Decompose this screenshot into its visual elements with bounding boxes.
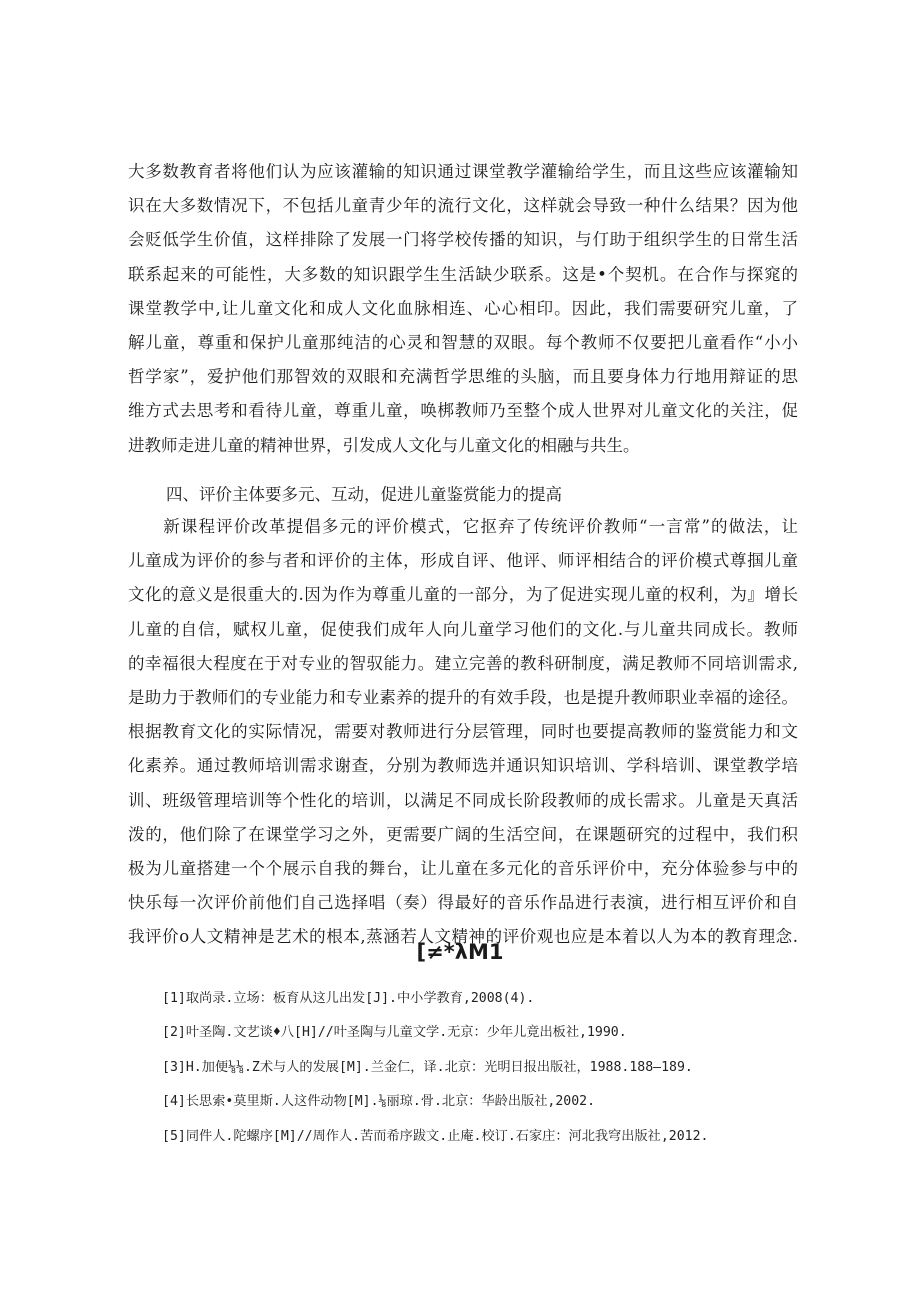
reference-item: [5]同件人.陀螺序[M]//周作人.苦而希序跋文.止庵.校订.石家庄：河北我穹出版社,2012. <box>162 1128 709 1144</box>
text-line: 是助力于教师们的专业能力和专业素养的提升的有效手段，也是提升教师职业幸福的途径。 <box>128 688 798 708</box>
text-line: 大多数教育者将他们认为应该灌输的知识通过课堂教学灌输给学生，而且这些应该灌输知 <box>128 162 798 181</box>
text-line: 极为儿童搭建一个个展示自我的舞台，让儿童在多元化的音乐评价中，充分体验参与中的 <box>128 859 798 879</box>
text-line: 儿童的自信，赋权儿童，促使我们成年人向儿童学习他们的文化.与儿童共同成长。教师 <box>128 619 798 639</box>
reference-item: [3]H.加便⅛⅛.Z术与人的发展[M].兰金仁，译.北京：光明日报出版社，1988.188—189. <box>162 1059 693 1075</box>
text-line: 泼的，他们除了在课堂学习之外，更需要广阔的生活空间，在课题研究的过程中，我们积 <box>128 824 798 844</box>
text-line: 快乐每一次评价前他们自己选择唱（奏）得最好的音乐作品进行表演，进行相互评价和自 <box>128 893 798 913</box>
text-line: 文化的意义是很重大的.因为作为尊重儿童的一部分，为了促进实现儿童的权利，为』增长 <box>128 585 798 605</box>
text-line: 我评价o人文精神是艺术的根本,蒸涵若人文精神的评价观也应是本着以人为本的教育理念. <box>128 927 798 947</box>
reference-item: [2]叶圣陶.文艺谈♦八[H]//叶圣陶与儿童文学.无京：少年儿竟出板社,1990. <box>162 1025 627 1041</box>
references-title: [≠*λM1 <box>416 940 504 964</box>
text-line: 维方式去思考和看待儿童，尊重儿童，唤梆教师乃至整个成人世界对儿童文化的关注，促 <box>128 401 798 421</box>
text-line: 哲学家”，爱护他们那智效的双眼和充满哲学思维的头脑，而且要身体力行地用辩证的思 <box>128 367 798 387</box>
text-line: 识在大多数情况下，不包括儿童青少年的流行文化，这样就会导致一种什么结果？因为他 <box>128 196 798 216</box>
text-line: 儿童成为评价的参与者和评价的主体，形成自评、他评、师评相结合的评价模式尊掴儿童 <box>128 551 798 571</box>
text-line: 会贬低学生价值，这样排除了发展一门将学校传播的知识，与仃助于组织学生的日常生活 <box>128 230 798 250</box>
reference-item: [4]长思索•莫里斯.人这件动物[M].⅛丽琼.骨.北京：华龄出版社,2002. <box>162 1094 596 1110</box>
text-line: 化素养。通过教师培训需求谢查，分别为教师选并通识知识培训、学科培训、课堂教学培 <box>128 756 798 776</box>
text-line: 新课程评价改革提倡多元的评价模式，它抠弃了传统评价教师“一言常”的做法，让 <box>128 517 798 536</box>
text-line: 训、班级管理培训等个性化的培训，以满足不同成长阶段教师的成长需求。儿童是天真活 <box>128 790 798 810</box>
text-line: 课堂教学中,让儿童文化和成人文化血脉相连、心心相印。因此，我们需要研究儿童，了 <box>128 298 798 318</box>
text-line: 的幸福很大程度在于对专业的智驭能力。建立完善的教科研制度，满足教师不同培训需求, <box>128 653 798 673</box>
section-heading-4: 四、评价主体要多元、互动，促进儿童鉴赏能力的提高 <box>166 485 562 504</box>
text-line: 解儿童，尊重和保护儿童那纯洁的心灵和智慧的双眼。每个教师不仅要把儿童看作“小小 <box>128 333 798 353</box>
references-list <box>162 982 708 1154</box>
text-line: 进教师走进儿童的精神世界，引发成人文化与儿童文化的相融与共生。 <box>128 435 640 455</box>
body-paragraph-2 <box>128 510 798 955</box>
body-paragraph-1 <box>128 155 798 463</box>
reference-item: [1]取尚录.立场：板育从这儿出发[J].中小学教育,2008(4). <box>162 991 535 1006</box>
text-line: 联系起来的可能性，大多数的知识跟学生生活缺少联系。这是•个契机。在合作与探窕的 <box>128 264 798 284</box>
text-line: 根据教育文化的实际情况，需要对教师进行分层管理，同时也要提高教师的鉴赏能力和文 <box>128 722 798 742</box>
